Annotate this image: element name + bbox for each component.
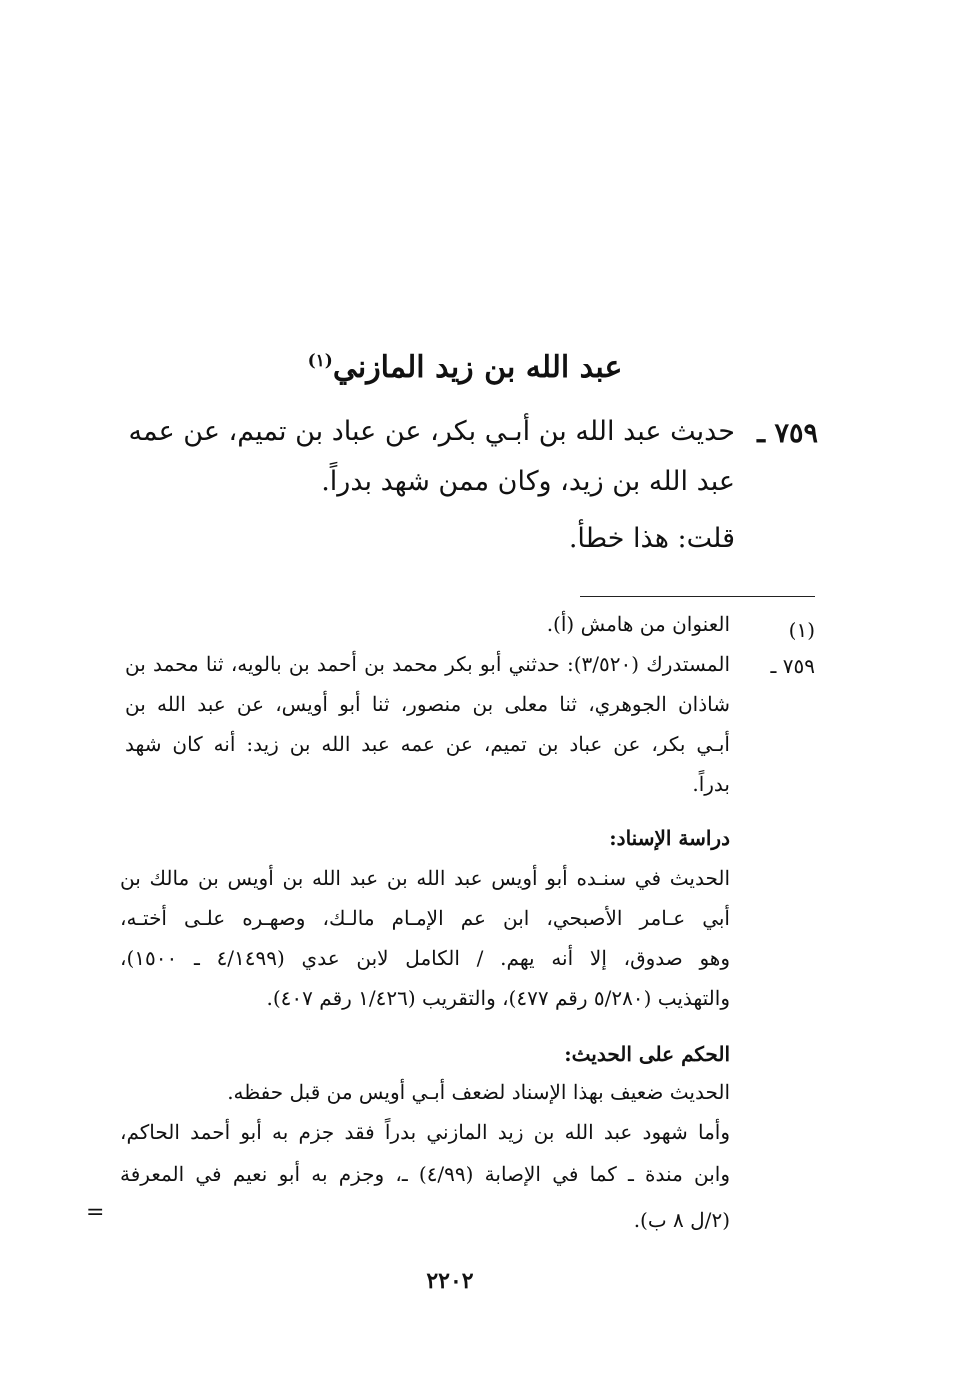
hukm-line: وأما شهود عبد الله بن زيد المازني بدراً فقد جزم به أبو أحمد الحاكم، [120, 1120, 730, 1144]
continuation-mark: = [86, 1200, 105, 1225]
hukm-heading: الحكم على الحديث: [564, 1042, 730, 1066]
footnote-separator [580, 596, 815, 597]
footnote-line: شاذان الجوهري، ثنا معلى بن منصور، ثنا أبو أويس، عن عبد الله بن [125, 692, 730, 716]
isnad-line: أبي عـامر الأصبحي، ابن عم الإمـام مالـك، وصهـره علـى أختـه، [120, 906, 730, 930]
title-footnote-ref: (١) [307, 351, 333, 371]
page-number: ٢٢٠٢ [426, 1268, 474, 1294]
hukm-line: (٢/ل ٨ ب). [633, 1208, 730, 1232]
footnote-number: ٧٥٩ ـ [770, 654, 815, 678]
footnote-line: بدراً. [692, 772, 730, 796]
isnad-line: وهو صدوق، إلا أنه يهم. / الكامل لابن عدي (٤/١٤٩٩ ـ ١٥٠٠)، [120, 946, 730, 970]
footnote-line: العنوان من هامش (أ). [546, 612, 730, 636]
entry-line: عبد الله بن زيد، وكان ممن شهد بدراً. [321, 466, 735, 497]
hukm-line: الحديث ضعيف بهذا الإسناد لضعف أبـي أويس من قبل حفظه. [227, 1080, 730, 1104]
isnad-line: والتهذيب (٥/٢٨٠ رقم ٤٧٧)، والتقريب (١/٤٢٦ رقم ٤٠٧). [266, 986, 730, 1010]
footnote-line: المستدرك (٣/٥٢٠): حدثني أبو بكر محمد بن أحمد بن بالويه، ثنا محمد بن [125, 652, 731, 676]
entry-line: قلت: هذا خطأ. [568, 523, 735, 554]
title-text: عبد الله بن زيد المازني [332, 350, 623, 385]
hukm-line: وابن مندة ـ كما في الإصابة (٤/٩٩) ـ، وجزم به أبو نعيم في المعرفة [120, 1162, 730, 1186]
page-title [300, 350, 630, 385]
isnad-heading: دراسة الإسناد: [609, 826, 730, 850]
footnote-line: أبـي بكر، عن عباد بن تميم، عن عمه عبد الله بن زيد: أنه كان شهد [125, 732, 730, 756]
entry-line: حديث عبد الله بن أبـي بكر، عن عباد بن تميم، عن عمه [128, 416, 735, 447]
entry-number: ٧٥٩ ـ [757, 418, 818, 449]
isnad-line: الحديث في سنـده أبو أويس عبد الله بن عبد الله بن أويس بن مالك بن [120, 866, 730, 890]
footnote-number: (١) [788, 618, 815, 642]
